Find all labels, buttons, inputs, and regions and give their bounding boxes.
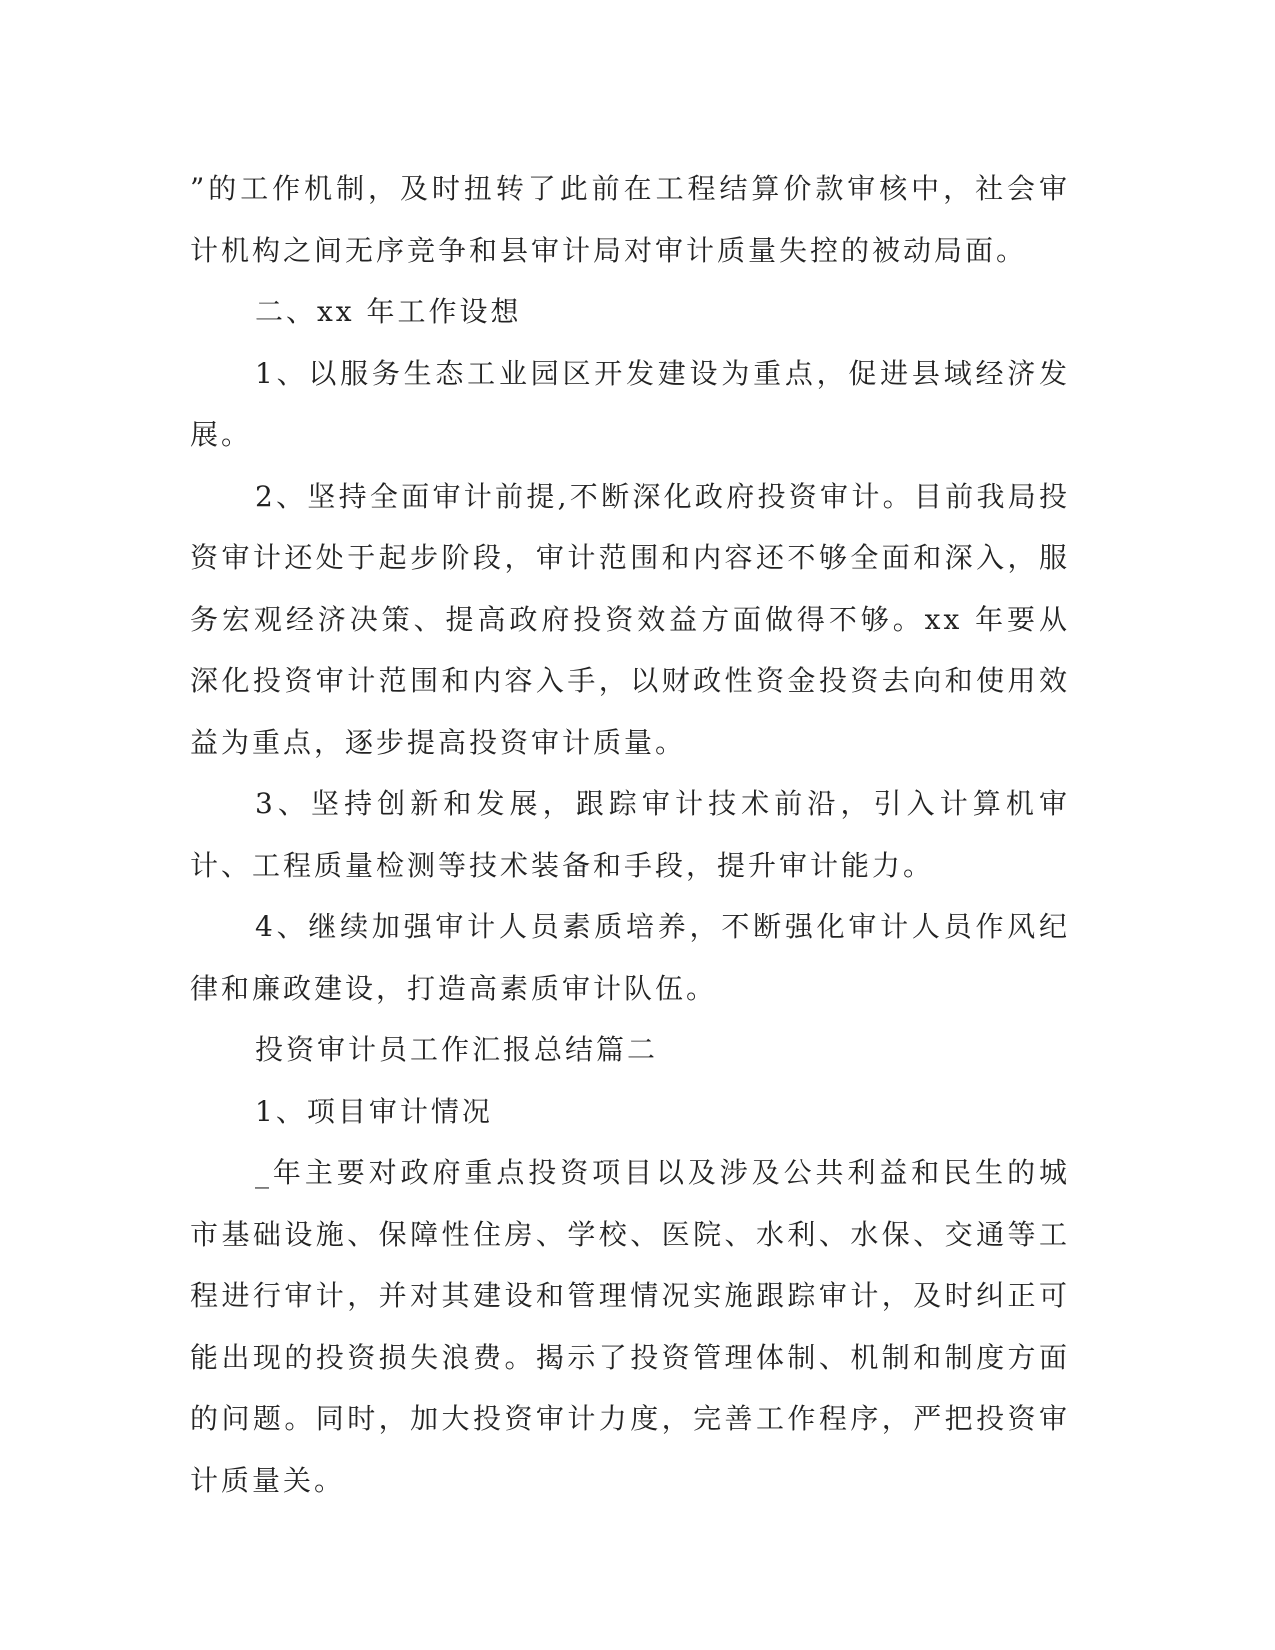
- section-heading-work-plan: 二、xx 年工作设想: [255, 295, 522, 328]
- document-body: [190, 158, 1070, 1511]
- paragraph-item-3: 3、坚持创新和发展，跟踪审计技术前沿，引入计算机审计、工程质量检测等技术装备和手段，提升审计能力。: [190, 787, 1070, 882]
- paragraph-project-audit: _年主要对政府重点投资项目以及涉及公共利益和民生的城市基础设施、保障性住房、学校、医院、水利、水保、交通等工程进行审计，并对其建设和管理情况实施跟踪审计，及时纠正可能出现的投资损失浪费。揭示了投资管理体制、机制和制度方面的问题。同时，加大投资审计力度，完善工作程序，严把投资审计质量关。: [190, 1156, 1070, 1497]
- paragraph-item-1: 1、以服务生态工业园区开发建设为重点，促进县域经济发展。: [190, 356, 1070, 451]
- section-heading-part-two: 投资审计员工作汇报总结篇二: [255, 1033, 659, 1066]
- paragraph-continuation: ”的工作机制，及时扭转了此前在工程结算价款审核中，社会审计机构之间无序竞争和县审计局对审计质量失控的被动局面。: [190, 172, 1070, 267]
- subheading-project-audit: 1、项目审计情况: [255, 1094, 493, 1128]
- paragraph-item-4: 4、继续加强审计人员素质培养，不断强化审计人员作风纪律和廉政建设，打造高素质审计队伍。: [190, 910, 1070, 1005]
- paragraph-item-2: 2、坚持全面审计前提,不断深化政府投资审计。目前我局投资审计还处于起步阶段，审计范围和内容还不够全面和深入，服务宏观经济决策、提高政府投资效益方面做得不够。xx 年要从深化投资审计范围和内容入手，以财政性资金投资去向和使用效益为重点，逐步提高投资审计质量。: [190, 479, 1070, 759]
